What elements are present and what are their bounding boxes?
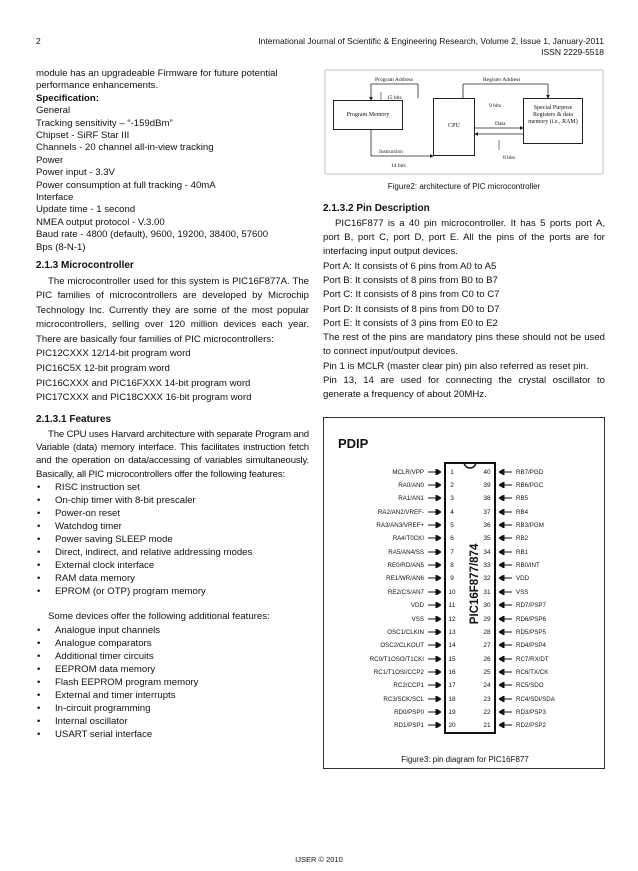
list-item-text: Flash EEPROM program memory [55, 676, 199, 688]
pin-name: RD7/PSP7 [516, 602, 546, 610]
pin-arrow-icon [499, 682, 512, 688]
pin-number: 5 [450, 522, 454, 530]
list-item-text: EPROM (or OTP) program memory [55, 586, 206, 598]
list-item-text: External clock interface [55, 560, 155, 572]
pin-row [483, 599, 606, 612]
pin-arrow-icon [499, 482, 512, 488]
list-item-text: Watchdog timer [55, 520, 122, 532]
pin-name: RD1/PSP1 [394, 722, 424, 730]
pin-arrow-icon [499, 495, 512, 501]
pin-number: 21 [483, 722, 491, 730]
list-item-text: External and timer interrupts [55, 690, 176, 702]
pin-number: 1 [450, 468, 454, 476]
list-item [36, 689, 309, 702]
family-line: PIC12CXXX 12/14-bit program word [36, 348, 191, 360]
list-item-text: EEPROM data memory [55, 663, 156, 675]
label-9-bits: 9 bits [489, 103, 502, 109]
list-item [36, 702, 309, 715]
pin-name: RA5/AN4/SS [388, 548, 424, 556]
pin-number: 24 [483, 682, 491, 690]
pin-arrow-icon [428, 709, 441, 715]
label-register-address: Register Address [483, 77, 521, 83]
port-line: Port C: It consists of 8 pins from C0 to C7 [323, 289, 500, 301]
pin-arrow-icon [428, 482, 441, 488]
pin-arrow-icon [499, 696, 512, 702]
right-column [323, 68, 605, 769]
pin-number: 3 [450, 495, 454, 503]
section-heading-pin-description: 2.1.3.2 Pin Description [323, 203, 430, 215]
issn: ISSN 2229-5518 [541, 47, 604, 57]
pin-row [324, 572, 454, 585]
pin-row [483, 506, 606, 519]
pin-arrow-icon [428, 562, 441, 568]
pin-name: RD5/PSP5 [516, 628, 546, 636]
bullet-icon: • [37, 703, 41, 715]
pin-arrow-icon [499, 642, 512, 648]
pin-name: RD4/PSP4 [516, 642, 546, 650]
bullet-icon: • [37, 494, 41, 506]
mandatory-pins-paragraph: The rest of the pins are mandatory pins these should not be used to connect input/output devices. [323, 332, 605, 358]
bullet-icon: • [37, 507, 41, 519]
page-number: 2 [36, 36, 41, 46]
program-memory-box: Program Memory [333, 100, 403, 130]
bullet-icon: • [37, 676, 41, 688]
pin-arrow-icon [499, 535, 512, 541]
pin-arrow-icon [428, 589, 441, 595]
list-item-text: On-chip timer with 8-bit prescaler [55, 494, 196, 506]
pin-name: RC0/T1OSO/T1CKI [369, 655, 424, 663]
pin-arrow-icon [499, 669, 512, 675]
pin-number: 22 [483, 708, 491, 716]
pin-name: MCLR/VPP [392, 468, 424, 476]
bullet-icon: • [37, 520, 41, 532]
list-item-text: In-circuit programming [55, 703, 151, 715]
label-program-address: Program Address [375, 77, 414, 83]
port-line: Port E: It consists of 3 pins from E0 to E2 [323, 317, 498, 329]
bullet-icon: • [37, 481, 41, 493]
pin1-paragraph: Pin 1 is MCLR (master clear pin) pin also referred as reset pin. [323, 360, 589, 372]
pin-number: 19 [448, 708, 456, 716]
spec-line: Power consumption at full tracking - 40mA [36, 179, 216, 191]
pin-number: 37 [483, 508, 491, 516]
pin-arrow-icon [428, 469, 441, 475]
pin-arrow-icon [428, 669, 441, 675]
pin-arrow-icon [428, 535, 441, 541]
pin-arrow-icon [499, 616, 512, 622]
bullet-icon: • [37, 573, 41, 585]
pin-arrow-icon [428, 642, 441, 648]
pin-number: 7 [450, 548, 454, 556]
pin-name: RC1/T1OSI/CCP2 [373, 668, 424, 676]
list-item-text: Direct, indirect, and relative addressing modes [55, 547, 253, 559]
pin-number: 18 [448, 695, 456, 703]
pin-arrow-icon [428, 495, 441, 501]
pin-row [483, 479, 606, 492]
list-item [36, 572, 309, 585]
pin-arrow-icon [428, 616, 441, 622]
spec-line: Bps (8-N-1) [36, 241, 86, 253]
pin-name: RD0/PSP0 [394, 708, 424, 716]
pin-name: VSS [516, 588, 529, 596]
pin-row [483, 492, 606, 505]
architecture-figure [323, 68, 605, 178]
pin-number: 2 [450, 482, 454, 490]
list-item-text: Analogue comparators [55, 637, 152, 649]
list-item [36, 728, 309, 741]
special-registers-box: Special Purpose Registers & data memory (i.e., RAM) [523, 98, 583, 144]
pin-name: RB6/PGC [516, 482, 544, 490]
pin-number: 30 [483, 602, 491, 610]
pin-arrow-icon [499, 522, 512, 528]
pin-name: VSS [411, 615, 424, 623]
pin-number: 34 [483, 548, 491, 556]
pin-arrow-icon [499, 629, 512, 635]
pin-number: 26 [483, 655, 491, 663]
pin-name: VDD [410, 602, 424, 610]
pin-row [483, 532, 606, 545]
list-item-text: Power-on reset [55, 507, 121, 519]
label-15-bits: 15 bits [387, 95, 402, 101]
pin-row [324, 466, 454, 479]
spec-line: Power input - 3.3V [36, 167, 115, 179]
pin-number: 27 [483, 642, 491, 650]
pin-name: RB0/INT [516, 562, 540, 570]
pin-arrow-icon [428, 656, 441, 662]
journal-title: International Journal of Scientific & Engineering Research, Volume 2, Issue 1, January-2011 [258, 36, 604, 46]
pin-arrow-icon [499, 509, 512, 515]
list-item-text: USART serial interface [55, 729, 153, 741]
pin-name: RA0/AN0 [398, 482, 424, 490]
pin-number: 25 [483, 668, 491, 676]
pin-arrow-icon [499, 469, 512, 475]
pin-name: RE0/RD/AN5 [387, 562, 424, 570]
pin-row [324, 519, 454, 532]
pin-number: 29 [483, 615, 491, 623]
family-line: PIC16CXXX and PIC16FXXX 14-bit program word [36, 377, 251, 389]
spec-line: Update time - 1 second [36, 204, 136, 216]
pin-arrow-icon [499, 575, 512, 581]
spec-list [36, 105, 309, 254]
pin-row [483, 706, 606, 719]
pin-row [324, 506, 454, 519]
pin-row [324, 586, 456, 599]
pin-row [483, 546, 606, 559]
pin-number: 35 [483, 535, 491, 543]
pin-name: RA3/AN3/VREF+ [376, 522, 424, 530]
pin-row [324, 639, 456, 652]
list-item [36, 663, 309, 676]
microcontroller-paragraph: The microcontroller used for this system is PIC16F877A. The PIC families of microcontrollers are developed by Microchip Technology Inc. Currently they are some of the most popular microcontrollers, selling over 120 million devices each year. There are basically four families of PIC microcontrollers: [36, 275, 309, 345]
list-item [36, 481, 309, 494]
additional-feature-list [36, 624, 309, 742]
pin-number: 6 [450, 535, 454, 543]
pin-row [324, 613, 456, 626]
pin-row [483, 693, 606, 706]
pin-row [483, 613, 606, 626]
list-item [36, 559, 309, 572]
pin-number: 17 [448, 682, 456, 690]
list-item [36, 533, 309, 546]
pin-name: RD6/PSP6 [516, 615, 546, 623]
pin-row [483, 679, 606, 692]
bullet-icon: • [37, 716, 41, 728]
pin-name: RC3/SCK/SCL [383, 695, 424, 703]
intro-line: module has an upgradeable Firmware for future potential [36, 68, 278, 79]
pin-name: RC4/SDI/SDA [516, 695, 555, 703]
family-line: PIC16C5X 12-bit program word [36, 363, 170, 375]
pin-name: RE2/CS/AN7 [387, 588, 424, 596]
pin-arrow-icon [428, 696, 441, 702]
pin-arrow-icon [428, 522, 441, 528]
pin-arrow-icon [428, 602, 441, 608]
list-item [36, 637, 309, 650]
pin-number: 15 [448, 655, 456, 663]
features-paragraph: The CPU uses Harvard architecture with separate Program and Variable (data) memory interface. This facilitates instruction fetch and the operation on data/accessing of variables simultaneously. Basically, all PIC microcontrollers offer the following features: [36, 429, 309, 480]
pin-row [324, 546, 454, 559]
pin-arrow-icon [499, 562, 512, 568]
section-heading-features: 2.1.3.1 Features [36, 413, 112, 425]
pin-arrow-icon [428, 682, 441, 688]
pin-row [324, 599, 456, 612]
pin-number: 10 [448, 588, 456, 596]
pin-name: RC6/TX/CK [516, 668, 549, 676]
additional-intro: Some devices offer the following additional features: [48, 611, 270, 623]
spec-line: Power [36, 154, 64, 166]
pin-row [483, 586, 606, 599]
pin-number: 23 [483, 695, 491, 703]
pin-row [483, 572, 606, 585]
pin-row [483, 719, 606, 732]
pin-name: RC5/SDO [516, 682, 544, 690]
pin-number: 16 [448, 668, 456, 676]
list-item [36, 494, 309, 507]
pin-row [483, 559, 606, 572]
package-label: PDIP [338, 435, 369, 451]
list-item-text: RAM data memory [55, 573, 135, 585]
pin-arrow-icon [428, 549, 441, 555]
pin-row [324, 559, 454, 572]
list-item [36, 585, 309, 598]
list-item [36, 715, 309, 728]
list-item [36, 507, 309, 520]
pin-diagram-figure [323, 417, 605, 769]
pin-row [483, 519, 606, 532]
list-item [36, 624, 309, 637]
chip-name: PIC16F877/874 [468, 543, 481, 624]
pin-number: 36 [483, 522, 491, 530]
pin-name: RD2/PSP2 [516, 722, 546, 730]
pin-row [324, 679, 456, 692]
list-item-text: Analogue input channels [55, 624, 161, 636]
pin-number: 28 [483, 628, 491, 636]
feature-list [36, 481, 309, 599]
pin-number: 32 [483, 575, 491, 583]
pin-arrow-icon [499, 602, 512, 608]
pin-name: RB7/PGD [516, 468, 544, 476]
pin-arrow-icon [499, 589, 512, 595]
pin-number: 38 [483, 495, 491, 503]
pin-paragraph: PIC16F877 is a 40 pin microcontroller. It has 5 ports port A, port B, port C, port D, port E. All the pins of the ports are for interfacing input output devices. [323, 217, 605, 258]
label-14-bits: 14 bits [391, 163, 406, 169]
pin-row [324, 666, 456, 679]
pin-name: OSC2/CLKOUT [380, 642, 424, 650]
list-item [36, 650, 309, 663]
pin-row [324, 626, 456, 639]
pin-row [483, 626, 606, 639]
figure3-caption: Figure3: pin diagram for PIC16F877 [401, 754, 529, 764]
label-8-bits: 8 bits [503, 155, 516, 161]
cpu-box: CPU [433, 98, 475, 156]
pin-name: VDD [516, 575, 530, 583]
pin13-paragraph: Pin 13, 14 are used for connecting the crystal oscillator to generate a frequency of about 20MHz. [323, 375, 605, 401]
bullet-icon: • [37, 586, 41, 598]
list-item-text: Additional timer circuits [55, 650, 154, 662]
pin-number: 11 [448, 602, 456, 610]
spec-line: Interface [36, 192, 74, 204]
pin-number: 9 [450, 575, 454, 583]
port-list [323, 260, 605, 331]
bullet-icon: • [37, 547, 41, 559]
bullet-icon: • [37, 624, 41, 636]
figure2-caption: Figure2: architecture of PIC microcontroller [387, 182, 541, 191]
pin-number: 20 [448, 722, 456, 730]
pin-arrow-icon [499, 656, 512, 662]
pin-name: RB5 [516, 495, 529, 503]
pin-arrow-icon [428, 629, 441, 635]
pin-row [324, 706, 456, 719]
intro-line: performance enhancements. [36, 80, 159, 92]
label-data: Data [495, 121, 506, 127]
pin-name: RC7/RX/DT [516, 655, 549, 663]
pin-arrow-icon [499, 549, 512, 555]
bullet-icon: • [37, 729, 41, 741]
spec-line: Chipset - SiRF Star III [36, 130, 130, 142]
pin-arrow-icon [499, 722, 512, 728]
bullet-icon: • [37, 534, 41, 545]
bullet-icon: • [37, 690, 41, 702]
pin-arrow-icon [428, 509, 441, 515]
pin-arrow-icon [499, 709, 512, 715]
pin-arrow-icon [428, 575, 441, 581]
pin-row [324, 532, 454, 545]
pin-number: 8 [450, 562, 454, 570]
pin-number: 14 [448, 642, 456, 650]
bullet-icon: • [37, 637, 41, 649]
section-heading-microcontroller: 2.1.3 Microcontroller [36, 260, 134, 272]
pin-row [483, 639, 606, 652]
pin-row [324, 653, 456, 666]
pin-row [483, 666, 606, 679]
pin-name: OSC1/CLKIN [387, 628, 424, 636]
port-line: Port D: It consists of 8 pins from D0 to D7 [323, 303, 500, 315]
pin-row [324, 492, 454, 505]
bullet-icon: • [37, 560, 41, 572]
spec-line: Channels - 20 channel all-in-view tracking [36, 142, 214, 154]
list-item [36, 546, 309, 559]
list-item-text: RISC instruction set [55, 481, 140, 493]
family-list [36, 347, 309, 405]
pin-name: RA4/T0CKI [392, 535, 424, 543]
pin-name: RB3/PGM [516, 522, 544, 530]
list-item-text: Internal oscillator [55, 716, 128, 728]
pin-number: 13 [448, 628, 456, 636]
list-item [36, 676, 309, 689]
list-item-text: Power saving SLEEP mode [55, 534, 173, 545]
spec-heading: Specification: [36, 92, 99, 104]
pin-row [324, 719, 456, 732]
pin-arrow-icon [428, 722, 441, 728]
spec-line: Tracking sensitivity – “-159dBm” [36, 117, 173, 129]
pin-name: RB2 [516, 535, 529, 543]
pin-name: RC2/CCP1 [393, 682, 424, 690]
pin-name: RA2/AN2/VREF- [377, 508, 424, 516]
port-line: Port B: It consists of 8 pins from B0 to B7 [323, 275, 498, 286]
pin-row [483, 653, 606, 666]
pin-name: RE1/WR/AN6 [386, 575, 424, 583]
list-item [36, 520, 309, 533]
pin-number: 31 [483, 588, 491, 596]
pin-number: 33 [483, 562, 491, 570]
journal-header [220, 36, 604, 58]
pin-number: 4 [450, 508, 454, 516]
pin-row [324, 479, 454, 492]
bullet-icon: • [37, 650, 41, 662]
pin-number: 39 [483, 482, 491, 490]
footer-copyright: IJSER © 2010 [295, 855, 343, 864]
spec-line: General [36, 105, 71, 117]
pin-name: RB1 [516, 548, 529, 556]
pin-row [324, 693, 456, 706]
pin-name: RB4 [516, 508, 529, 516]
label-instruction: Instruction [379, 149, 403, 155]
pin-number: 40 [483, 468, 491, 476]
pin-number: 12 [448, 615, 456, 623]
spec-line: Baud rate - 4800 (default), 9600, 19200, 38400, 57600 [36, 229, 269, 241]
left-column [36, 68, 309, 741]
pin-name: RD3/PSP3 [516, 708, 546, 716]
spec-line: NMEA output protocol - V.3.00 [36, 216, 165, 228]
family-line: PIC17CXXX and PIC18CXXX 16-bit program word [36, 392, 252, 404]
pin-name: RA1/AN1 [398, 495, 424, 503]
bullet-icon: • [37, 663, 41, 675]
pin-row [483, 466, 606, 479]
port-line: Port A: It consists of 6 pins from A0 to A5 [323, 260, 497, 272]
